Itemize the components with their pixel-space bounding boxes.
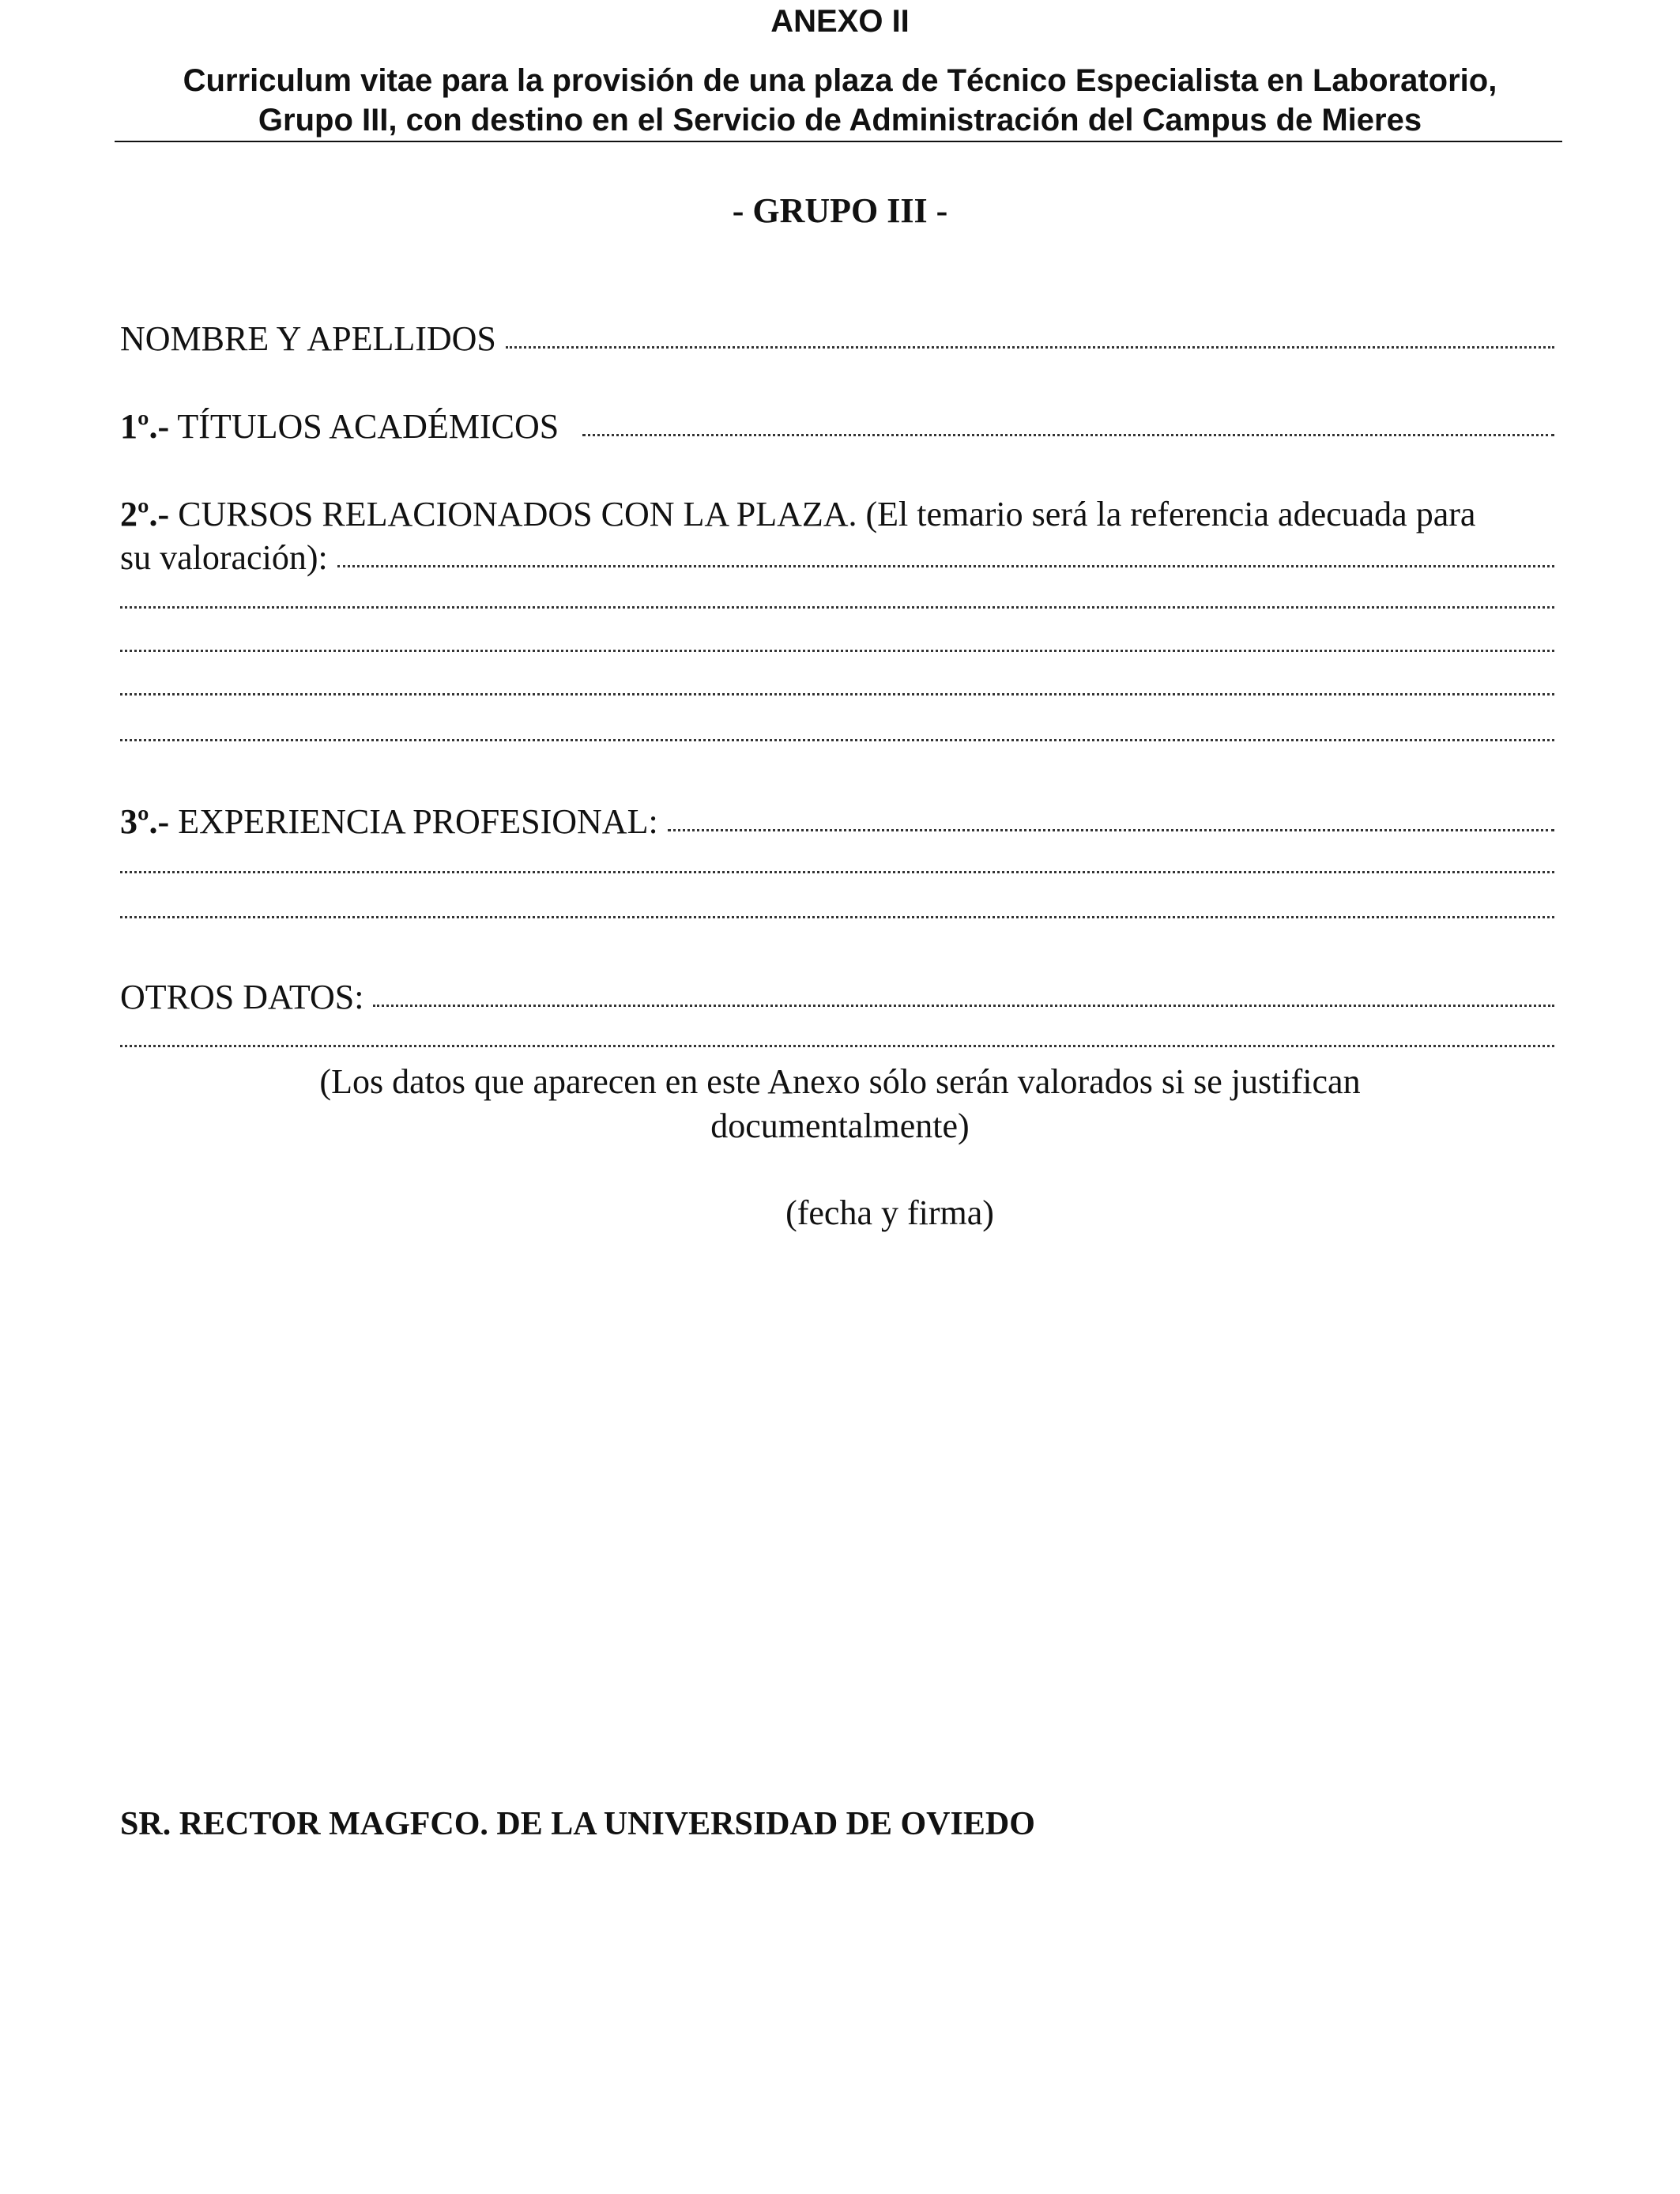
fecha-firma-label: (fecha y firma) [785,1193,994,1232]
cursos-dotted-line[interactable] [120,693,1554,696]
nombre-apellidos-label: NOMBRE Y APELLIDOS [120,319,496,358]
otros-datos-dotted-line [373,997,1554,1007]
group-heading: - GRUPO III - [732,191,948,230]
cursos-dotted-line [337,557,1554,567]
nombre-apellidos-field[interactable] [120,316,1554,362]
cursos-dotted-line[interactable] [120,739,1554,741]
otros-datos-field[interactable] [120,974,1554,1020]
experiencia-number: 3º.- [120,802,170,841]
justification-note-line-1: (Los datos que aparecen en este Anexo sólo serán valorados si se justifican [319,1062,1361,1101]
document-subtitle-line-2: Grupo III, con destino en el Servicio de Administración del Campus de Mieres [258,103,1422,138]
cursos-dotted-line[interactable] [120,650,1554,652]
cursos-label-continued: su valoración): [120,538,328,577]
cursos-heading-line [120,492,1558,537]
nombre-apellidos-dotted-line [506,338,1554,349]
cursos-dotted-line[interactable] [120,606,1554,609]
experiencia-profesional-field[interactable] [120,799,1554,845]
addressee: SR. RECTOR MAGFCO. DE LA UNIVERSIDAD DE OVIEDO [120,1806,1035,1842]
otros-datos-dotted-line[interactable] [120,1045,1554,1047]
titulos-academicos-field[interactable] [120,404,1554,450]
experiencia-dotted-line [668,821,1554,831]
experiencia-dotted-line[interactable] [120,916,1554,918]
document-subtitle-line-1: Curriculum vitae para la provisión de una plaza de Técnico Especialista en Laboratorio, [183,63,1497,98]
cursos-field[interactable] [120,535,1554,581]
justification-note-line-2: documentalmente) [710,1106,970,1145]
annex-title: ANEXO II [770,4,910,39]
header-divider [115,141,1562,142]
experiencia-dotted-line[interactable] [120,871,1554,873]
experiencia-label: EXPERIENCIA PROFESIONAL: [178,802,658,841]
titulos-dotted-line [582,426,1554,436]
cursos-number: 2º.- [120,495,170,533]
titulos-label: TÍTULOS ACADÉMICOS [177,407,559,446]
cursos-label: CURSOS RELACIONADOS CON LA PLAZA. (El temario será la referencia adecuada para [178,495,1476,533]
titulos-number: 1º.- [120,407,170,446]
otros-datos-label: OTROS DATOS: [120,978,364,1016]
